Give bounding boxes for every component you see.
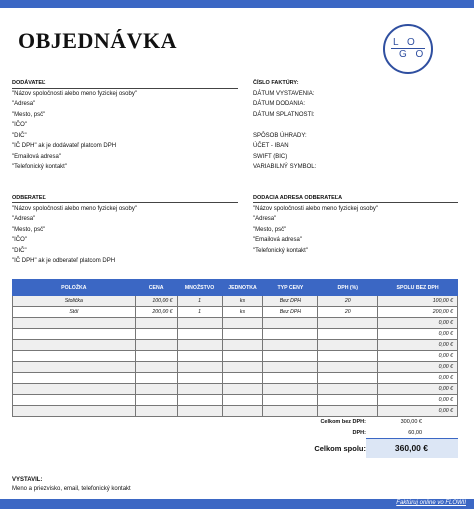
items-table xyxy=(12,279,458,417)
table-cell: Stolička xyxy=(13,296,136,307)
table-cell xyxy=(263,384,318,395)
table-cell: 0,00 € xyxy=(378,362,458,373)
table-row xyxy=(13,351,458,362)
table-cell: Bez DPH xyxy=(263,307,318,318)
table-cell xyxy=(222,384,263,395)
supplier-line: "IČ DPH" ak je dodávateľ platcom DPH xyxy=(12,143,117,149)
customer-heading: ODBERATEĽ xyxy=(12,195,46,201)
table-cell: 200,00 € xyxy=(135,307,177,318)
table-cell xyxy=(177,373,222,384)
customer-line: "DIČ" xyxy=(12,247,27,254)
supplier-line: "Adresa" xyxy=(12,101,36,107)
table-cell xyxy=(177,329,222,340)
logo-text-top: L O xyxy=(393,37,418,48)
logo xyxy=(383,24,433,74)
col-header-price-type: TYP CENY xyxy=(263,280,318,296)
customer-line: "Adresa" xyxy=(12,216,36,222)
table-row xyxy=(13,362,458,373)
table-cell xyxy=(318,373,378,384)
table-cell: 0,00 € xyxy=(378,384,458,395)
table-cell xyxy=(222,318,263,329)
table-row xyxy=(13,340,458,351)
table-cell xyxy=(135,351,177,362)
table-cell xyxy=(13,384,136,395)
table-cell xyxy=(135,340,177,351)
table-row xyxy=(13,395,458,406)
delivery-heading: DODACIA ADRESA ODBERATEĽA xyxy=(253,195,343,201)
table-cell xyxy=(222,340,263,351)
table-cell xyxy=(318,318,378,329)
grand-total-value: 360,00 € xyxy=(394,443,428,453)
delivery-line: "Názov spoločnosti alebo meno fyzickej osoby" xyxy=(253,205,378,212)
subtotal-value: 300,00 € xyxy=(400,419,422,425)
bottom-accent-bar xyxy=(0,499,474,509)
table-cell: 0,00 € xyxy=(378,329,458,340)
table-cell xyxy=(177,384,222,395)
table-row xyxy=(13,307,458,318)
table-cell: ks xyxy=(222,296,263,307)
table-cell xyxy=(318,406,378,417)
supplier-heading: DODÁVATEĽ xyxy=(12,80,46,86)
table-cell: 200,00 € xyxy=(378,307,458,318)
table-row xyxy=(13,406,458,417)
flowii-link[interactable]: Faktúruj online vo FLOWII xyxy=(396,500,466,506)
grand-total-label: Celkom spolu: xyxy=(314,444,366,453)
table-cell xyxy=(13,351,136,362)
table-cell xyxy=(135,373,177,384)
table-cell xyxy=(222,329,263,340)
table-cell xyxy=(13,373,136,384)
col-header-vat: DPH (%) xyxy=(318,280,378,296)
table-cell xyxy=(13,395,136,406)
table-cell xyxy=(318,362,378,373)
table-row xyxy=(13,384,458,395)
subtotal-label: Celkom bez DPH: xyxy=(320,419,366,425)
col-header-item: POLOŽKA xyxy=(13,280,136,296)
vat-label: DPH: xyxy=(352,430,366,436)
table-cell: 1 xyxy=(177,307,222,318)
swift-label: SWIFT (BIC) xyxy=(253,153,288,160)
table-cell xyxy=(222,395,263,406)
supplier-line: "Emailová adresa" xyxy=(12,153,61,160)
supplier-line: "IČO" xyxy=(12,122,27,128)
issue-date-label: DÁTUM VYSTAVENIA: xyxy=(253,90,315,97)
invoice-number-label: ČÍSLO FAKTÚRY: xyxy=(253,80,299,86)
table-row xyxy=(13,296,458,307)
supplier-line: "Názov spoločnosti alebo meno fyzickej osoby" xyxy=(12,90,137,97)
table-cell xyxy=(318,340,378,351)
vat-value: 60,00 xyxy=(408,430,422,436)
table-cell xyxy=(263,373,318,384)
table-row xyxy=(13,373,458,384)
issued-by-text: Meno a priezvisko, email, telefonický kontakt xyxy=(12,486,131,492)
col-header-quantity: MNOŽSTVO xyxy=(177,280,222,296)
table-cell: 0,00 € xyxy=(378,340,458,351)
table-cell xyxy=(263,329,318,340)
payment-method-label: SPÔSOB ÚHRADY: xyxy=(253,132,307,139)
table-cell xyxy=(135,318,177,329)
supplier-line: "DIČ" xyxy=(12,132,27,139)
table-cell xyxy=(263,351,318,362)
table-cell xyxy=(135,395,177,406)
table-cell xyxy=(318,384,378,395)
table-cell xyxy=(263,340,318,351)
issued-by-heading: VYSTAVIL: xyxy=(12,477,43,483)
table-cell xyxy=(177,362,222,373)
table-cell xyxy=(135,362,177,373)
customer-line: "IČ DPH" ak je odberateľ platcom DPH xyxy=(12,258,116,264)
table-cell xyxy=(177,406,222,417)
col-header-unit: JEDNOTKA xyxy=(222,280,263,296)
page-title: OBJEDNÁVKA xyxy=(18,28,178,53)
table-cell: 100,00 € xyxy=(378,296,458,307)
table-cell: 0,00 € xyxy=(378,406,458,417)
supplier-rule xyxy=(12,88,238,89)
table-cell: 1 xyxy=(177,296,222,307)
table-cell xyxy=(222,362,263,373)
table-cell xyxy=(177,340,222,351)
customer-line: "Názov spoločnosti alebo meno fyzickej osoby" xyxy=(12,205,137,212)
table-cell xyxy=(263,395,318,406)
table-header-row xyxy=(13,280,458,296)
table-cell xyxy=(222,406,263,417)
iban-label: ÚČET - IBAN xyxy=(253,143,289,149)
top-accent-bar xyxy=(0,0,474,8)
table-cell xyxy=(318,351,378,362)
table-cell: 20 xyxy=(318,296,378,307)
table-cell xyxy=(318,395,378,406)
table-cell xyxy=(135,384,177,395)
supplier-line: "Telefonický kontakt" xyxy=(12,164,67,170)
table-row xyxy=(13,318,458,329)
table-cell: 0,00 € xyxy=(378,373,458,384)
table-cell: 0,00 € xyxy=(378,318,458,329)
table-cell xyxy=(13,318,136,329)
table-cell xyxy=(177,351,222,362)
variable-symbol-label: VARIABILNÝ SYMBOL: xyxy=(253,164,317,170)
table-cell xyxy=(222,373,263,384)
table-cell xyxy=(222,351,263,362)
table-cell xyxy=(135,329,177,340)
logo-text-bottom: G O xyxy=(399,49,427,60)
table-cell xyxy=(13,362,136,373)
delivery-line: "Mesto, psč" xyxy=(253,226,287,233)
due-date-label: DÁTUM SPLATNOSTI: xyxy=(253,111,315,118)
table-cell xyxy=(263,318,318,329)
table-cell: 0,00 € xyxy=(378,351,458,362)
table-cell: 20 xyxy=(318,307,378,318)
table-cell xyxy=(318,329,378,340)
table-cell xyxy=(13,406,136,417)
customer-block xyxy=(12,193,137,267)
delivery-block xyxy=(253,193,378,256)
table-cell xyxy=(263,406,318,417)
table-cell: 0,00 € xyxy=(378,395,458,406)
customer-line: "Mesto, psč" xyxy=(12,226,46,233)
delivery-date-label: DÁTUM DODANIA: xyxy=(253,101,306,107)
table-cell xyxy=(263,362,318,373)
supplier-line: "Mesto, psč" xyxy=(12,111,46,118)
col-header-price: CENA xyxy=(135,280,177,296)
supplier-block xyxy=(12,78,137,173)
issued-by-block xyxy=(12,476,131,494)
table-cell xyxy=(177,318,222,329)
table-cell xyxy=(135,406,177,417)
invoice-info-block xyxy=(253,78,316,173)
table-cell xyxy=(13,329,136,340)
table-row xyxy=(13,329,458,340)
table-cell: 100,00 € xyxy=(135,296,177,307)
delivery-line: "Emailová adresa" xyxy=(253,237,302,243)
table-cell: ks xyxy=(222,307,263,318)
table-cell xyxy=(177,395,222,406)
delivery-line: "Adresa" xyxy=(253,216,277,222)
table-cell: Bez DPH xyxy=(263,296,318,307)
customer-line: "IČO" xyxy=(12,237,27,243)
table-cell xyxy=(13,340,136,351)
delivery-line: "Telefonický kontakt" xyxy=(253,247,308,254)
table-cell: Stôl xyxy=(13,307,136,318)
col-header-total: SPOLU BEZ DPH xyxy=(378,280,458,296)
